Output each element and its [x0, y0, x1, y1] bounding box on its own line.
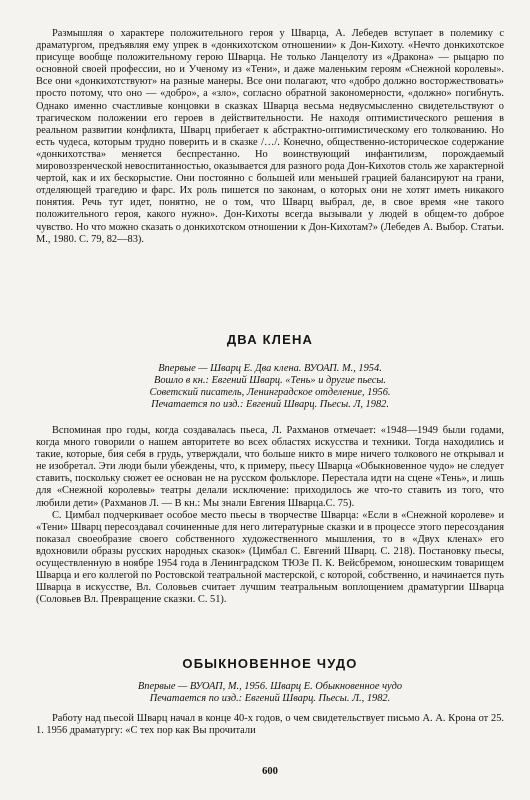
section-obyknovennoe-chudo: [36, 656, 504, 737]
section-heading-dva-klena: ДВА КЛЕНА: [226, 332, 314, 347]
section-dva-klena: [36, 332, 504, 606]
body-paragraph: Вспоминая про годы, когда создавалась пьеса, Л. Рахманов отмечает: «1948—1949 были годами, когда много говорили о нашем авторитете во всех областях искусства и техники. Тогда находились и такие, которые, бия себя в грудь, утверждали, что больше никто в мире ничего толкового не открывал и не изобретал. Эти люди были убеждены, что, к примеру, пьесу Шварца «Обыкновенное чудо» не следует ставить, поскольку сюжет ее основан не на русском фольклоре. Перестала идти на сцене «Тень», и лишь для «Снежной королевы» театры делали исключение: приходилось же что-то ставить из того, что любили дети» (Рахманов Л. — В кн.: Мы знали Евгения Шварца.С. 75).: [36, 425, 504, 509]
source-line: Впервые — ВУОАП, М., 1956. Шварц Е. Обыкновенное чудо: [137, 681, 403, 692]
source-line: Вошло в кн.: Евгений Шварц. «Тень» и другие пьесы.: [153, 375, 387, 386]
source-line: Советский писатель, Ленинградское отделение, 1956.: [149, 387, 391, 398]
body-paragraph: С. Цимбал подчеркивает особое место пьесы в творчестве Шварца: «Если в «Снежной королеве» и «Тени» Шварц пересоздавал сочиненные для него литературные сказки и в процессе этого пересоздания показал своеобразие своего собственного художественного мышления, то в «Двух кленах» его вдохновили образы русских народных сказок» (Цимбал С. Евгений Шварц. С. 218). Постановку пьесы, осуществленную в ноябре 1954 года в Ленинградском ТЮЗе П. К. Вейсбремом, юношеским товарищем Шварца и его коллегой по Ростовской театральной мастерской, с которой, собственно, и начинается путь Шварца в искусстве, Вл. Соловьев считает лучшим театральным воплощением драматургии Шварца (Соловьев Вл. Превращение сказки. С. 51).: [36, 509, 504, 606]
source-line: Печатается по изд.: Евгений Шварц. Пьесы. Л., 1982.: [149, 693, 391, 704]
source-block: [36, 363, 504, 411]
page-number: 600: [262, 766, 278, 777]
book-page: [36, 28, 504, 788]
source-line: Печатается по изд.: Евгений Шварц. Пьесы. Л, 1982.: [151, 399, 389, 410]
intro-paragraph: Размышляя о характере положительного героя у Шварца, А. Лебедев вступает в полемику с драматургом, предъявляя ему упрек в «донкихотском отношении» к Дон-Кихоту. «Нечто донкихотское присуще вообще положительному герою Шварца. Не только Ланцелоту из «Дракона» — рыцарю по основной своей профессии, но и Ученому из «Тени», и даже маленьким героям «Снежной королевы». Все они «донкихотствуют» на разные манеры. Все они полагают, что «добро должно восторжествовать» просто потому, что оно — «добро», а «зло», согласно обратной закономерности, «должно» погибнуть. Однако именно счастливые концовки в сказках Шварца весьма недвусмысленно свидетельствуют о трагическом положении его героев в действительности. Не находя оптимистического решения в реальном развитии конфликта, Шварц прибегает к абстрактно-оптимистическому его толкованию. Но есть чудеса, которым трудно поверить и в сказке /…/. Конечно, общественно-историческое содержание «донкихотства» меняется беспрестанно. Но воинствующий инфантилизм, порождаемый мировоззренческой невоспитанностью, оказывается для разного рода Дон-Кихотов столь же характерной чертой, как и их бескорыстие. Они постоянно с большей или меньшей грацией балансируют на грани, отделяющей трагедию и фарс. Их роль пишется по законам, о которых они не хотят иметь никакого понятия. Речь тут идет, понятно, не о том, что Шварц выбрал, де, в свое время «не такого положительного героя, какого нужно». Дон-Кихоты всегда вызывали у людей в общем-то доброе чувство. Но что можно сказать о донкихотском отношении к Дон-Кихотам?» (Лебедев А. Выбор. Статьи. М., 1980. С. 79, 82—83).: [36, 28, 504, 245]
section-heading-obyknovennoe-chudo: ОБЫКНОВЕННОЕ ЧУДО: [182, 656, 358, 671]
source-block: [36, 681, 504, 705]
body-paragraph: Работу над пьесой Шварц начал в конце 40-х годов, о чем свидетельствует письмо А. А. Крона от 25. 1. 1956 драматургу: «С тех пор как Вы прочитали: [36, 713, 504, 737]
source-line: Впервые — Шварц Е. Два клена. ВУОАП. М., 1954.: [158, 363, 382, 374]
